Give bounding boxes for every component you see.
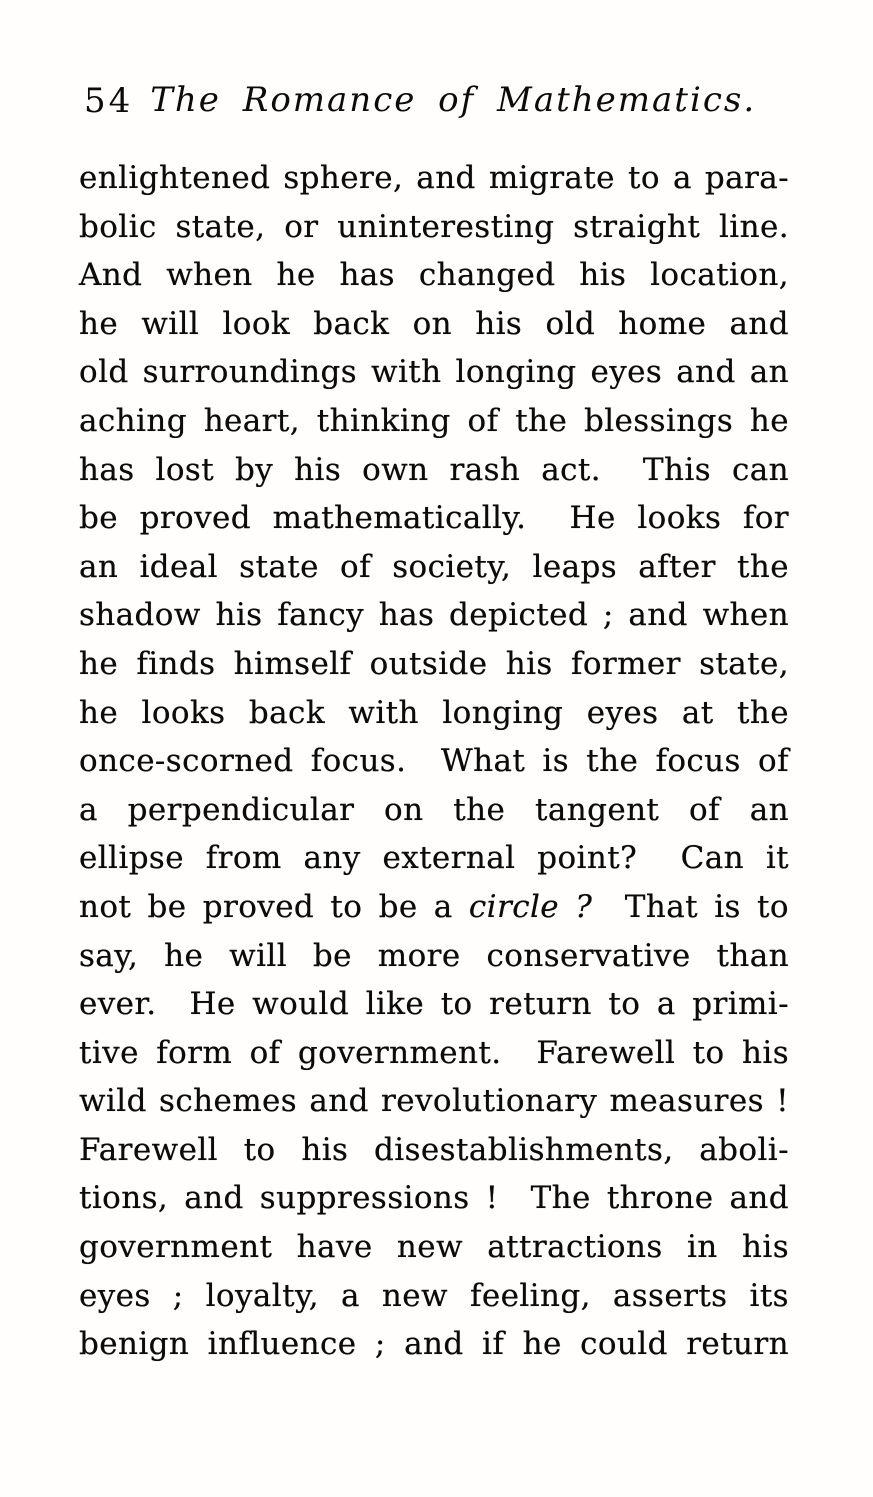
text-line <box>79 591 789 640</box>
text-run: tive form of government. Farewell to his <box>79 1034 789 1071</box>
text-line <box>79 203 789 252</box>
text-run: ellipse from any external point? Can it <box>79 840 789 877</box>
text-line <box>79 494 789 543</box>
text-line <box>79 446 789 495</box>
text-line <box>79 251 789 300</box>
text-run: benign influence ; and if he could return <box>79 1326 789 1363</box>
text-line <box>79 786 789 835</box>
text-run: he finds himself outside his former state, <box>79 645 789 682</box>
text-run: enlightened sphere, and migrate to a para- <box>79 160 789 196</box>
text-line <box>79 689 789 738</box>
text-run: not be proved to be a <box>79 888 469 925</box>
text-run: a perpendicular on the tangent of an <box>79 791 789 828</box>
text-run: bolic state, or uninteresting straight line. <box>79 208 789 245</box>
text-line <box>79 1272 789 1321</box>
text-run: has lost by his own rash act. This can <box>79 451 789 488</box>
text-run: old surroundings with longing eyes and an <box>79 354 789 391</box>
text-line <box>79 834 789 883</box>
text-line <box>79 1320 789 1369</box>
text-run: be proved mathematically. He looks for <box>79 500 789 537</box>
text-line <box>79 1126 789 1175</box>
text-run: once-scorned focus. What is the focus of <box>79 743 789 780</box>
text-line <box>79 397 789 446</box>
text-run: Farewell to his disestablishments, aboli- <box>79 1131 789 1168</box>
text-line <box>79 1029 789 1078</box>
text-run: ever. He would like to return to a primi- <box>79 986 789 1023</box>
text-run: shadow his fancy has depicted ; and when <box>79 597 789 634</box>
page-body-text <box>79 154 789 1369</box>
text-line <box>79 932 789 981</box>
page-header <box>80 78 790 124</box>
text-line <box>79 1174 789 1223</box>
text-line <box>79 300 789 349</box>
text-run: government have new attractions in his <box>79 1229 789 1266</box>
text-run: an ideal state of society, leaps after the <box>79 548 789 585</box>
italic-phrase: circle ? <box>468 888 593 925</box>
text-line <box>79 543 789 592</box>
text-run: And when he has changed his location, <box>79 257 789 294</box>
text-line <box>79 1077 789 1126</box>
text-run: tions, and suppressions ! The throne and <box>79 1180 789 1217</box>
text-line <box>79 348 789 397</box>
text-line <box>79 1223 789 1272</box>
text-line <box>79 737 789 786</box>
text-run: say, he will be more conservative than <box>79 937 789 974</box>
text-line <box>79 640 789 689</box>
text-run: eyes ; loyalty, a new feeling, asserts its <box>79 1277 789 1314</box>
running-title: The Romance of Mathematics. <box>150 80 757 120</box>
text-run: That is to <box>592 888 789 925</box>
page-number: 54 <box>84 81 134 121</box>
text-run: he looks back with longing eyes at the <box>79 694 789 731</box>
text-run: wild schemes and revolutionary measures ! <box>79 1083 789 1120</box>
text-run: aching heart, thinking of the blessings he <box>79 402 789 439</box>
text-line <box>79 154 789 203</box>
text-line <box>79 883 789 932</box>
text-run: he will look back on his old home and <box>79 305 789 342</box>
text-line <box>79 980 789 1029</box>
